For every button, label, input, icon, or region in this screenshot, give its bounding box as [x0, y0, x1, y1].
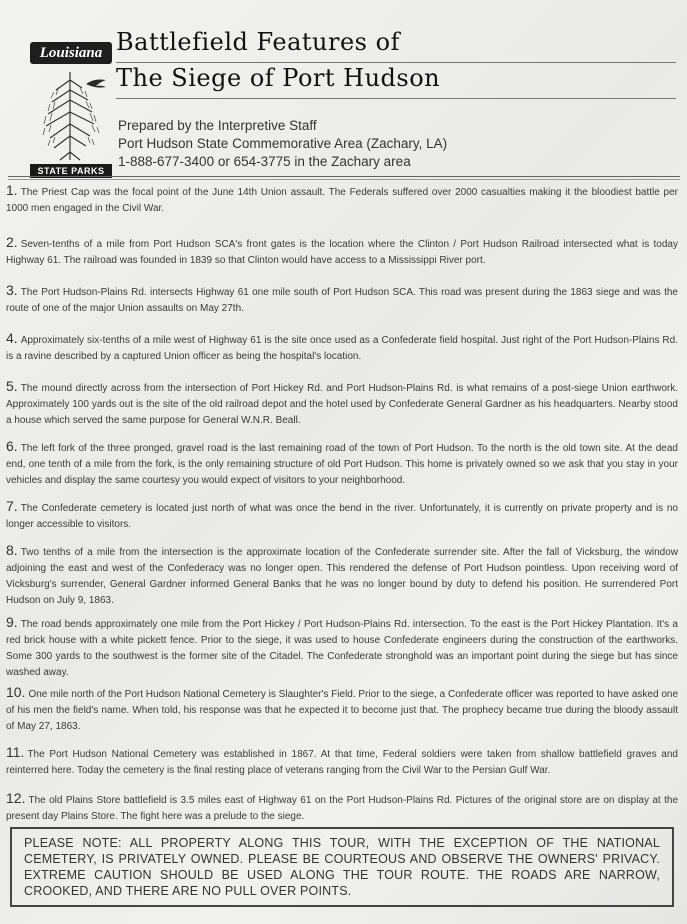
feature-text: Approximately six-tenths of a mile west of Highway 61 is the site once used as a Confederate field hospital. Just right of the Port Hudson-Plains Rd. is a ravine described by a captured Union officer as being the hospital's location.: [6, 335, 678, 362]
organization-name: Port Hudson State Commemorative Area (Zachary, LA): [118, 136, 448, 151]
document-header: [8, 14, 680, 174]
feature-number: 10.: [6, 684, 26, 700]
note-text-block: [24, 835, 660, 899]
note-body: ALL PROPERTY ALONG THIS TOUR, WITH THE EXCEPTION OF THE NATIONAL CEMETERY, IS PRIVATELY OWNED. PLEASE BE COURTEOUS AND OBSERVE THE OWNERS' PRIVACY. EXTREME CAUTION SHOULD BE USED ALONG THE TOUR ROUTE. THE ROADS ARE NARROW, CROOKED, AND THERE ARE NO PULL OVER POINTS.: [24, 836, 661, 898]
feature-item: [6, 744, 678, 779]
header-divider-secondary: [8, 179, 680, 180]
please-note-box: [10, 827, 674, 907]
feature-item: [6, 282, 678, 317]
page-title-line-1: Battlefield Features of: [116, 28, 400, 56]
feature-number: 1.: [6, 182, 18, 198]
feature-number: 2.: [6, 234, 18, 250]
page-title-line-2: The Siege of Port Hudson: [116, 64, 441, 92]
note-label: PLEASE NOTE:: [24, 836, 122, 850]
feature-number: 12.: [6, 790, 26, 806]
feature-number: 3.: [6, 282, 18, 298]
feature-number: 6.: [6, 438, 18, 454]
feature-item: [6, 498, 678, 533]
feature-item: [6, 330, 678, 365]
cypress-tree-icon: [30, 66, 112, 162]
feature-text: The mound directly across from the intersection of Port Hickey Rd. and Port Hudson-Plains Rd. is what remains of a post-siege Union earthwork. Approximately 100 yards out is the site of the old railroad depot and the hotel used by Confederate General Gardner as his headquarters. Nearby stood a house which served the same purpose for General W.N.R. Beall.: [6, 383, 678, 426]
logo-badge: STATE PARKS: [30, 164, 112, 178]
feature-number: 11.: [6, 744, 25, 760]
feature-text: The Confederate cemetery is located just north of what was once the bend in the river. Unfortunately, it is currently on private property and is no longer accessible to visitors.: [6, 503, 678, 530]
feature-item: [6, 234, 678, 269]
feature-number: 9.: [6, 614, 18, 630]
feature-text: Seven-tenths of a mile from Port Hudson SCA's front gates is the location where the Clinton / Port Hudson Railroad intersected what is today Highway 61. The railroad was founded in 1839 so that Clinton would have access to a Mississippi River port.: [6, 239, 678, 266]
feature-item: [6, 684, 678, 735]
phone-numbers: 1-888-677-3400 or 654-3775 in the Zachary area: [118, 154, 411, 169]
louisiana-state-parks-logo: [16, 22, 108, 176]
feature-item: [6, 378, 678, 429]
feature-number: 4.: [6, 330, 18, 346]
feature-item: [6, 790, 678, 825]
header-divider: [8, 176, 680, 177]
feature-number: 8.: [6, 542, 18, 558]
feature-item: [6, 614, 678, 681]
logo-wordmark: Louisiana: [30, 42, 112, 64]
feature-text: The left fork of the three pronged, gravel road is the last remaining road of the town of Port Hudson. To the north is the old town site. At the dead end, one tenth of a mile from the fork, is the only remaining structure of old Port Hudson. This home is privately owned so we ask that you stay in your vehicles and display the same courtesy you would expect of visitors to your neighborhood.: [6, 443, 678, 486]
prepared-by: Prepared by the Interpretive Staff: [118, 118, 317, 133]
feature-text: Two tenths of a mile from the intersection is the approximate location of the Confederate surrender site. After the fall of Vicksburg, the window adjoining the east and west of the Confederacy was no longer open. This rendered the defense of Port Hudson pointless. Upon receiving word of Vicksburg's surrender, General Gardner informed General Banks that he was no longer bound by duty to defend his position. He surrendered Port Hudson on July 9, 1863.: [6, 547, 678, 606]
feature-text: The old Plains Store battlefield is 3.5 miles east of Highway 61 on the Port Hudson-Plains Rd. Pictures of the original store are on display at the present day Plains Store. The fight here was a prelude to the siege.: [6, 795, 678, 822]
feature-text: The road bends approximately one mile from the Port Hickey / Port Hudson-Plains Rd. intersection. To the east is the Port Hickey Plantation. It's a red brick house with a white pickett fence. Prior to the siege, it was used to house Confederate engineers during the construction of the earthworks. Some 300 yards to the southwest is the former site of the Citadel. The Confederate stronghold was an important point during the siege but has since washed away.: [6, 619, 678, 678]
feature-number: 7.: [6, 498, 18, 514]
feature-text: The Priest Cap was the focal point of the June 14th Union assault. The Federals suffered over 2000 casualties making it the bloodiest battle per 1000 men engaged in the Civil War.: [6, 187, 678, 214]
feature-text: The Port Hudson-Plains Rd. intersects Highway 61 one mile south of Port Hudson SCA. This road was present during the 1863 siege and was the route of one of the major Union assaults on May 27th.: [6, 287, 678, 314]
feature-item: [6, 542, 678, 609]
feature-number: 5.: [6, 378, 18, 394]
feature-text: One mile north of the Port Hudson National Cemetery is Slaughter's Field. Prior to the siege, a Confederate officer was reported to have asked one of his men the field's name. When told, his response was that he expected it to become just that. The prophecy became true during the bloody assault of May 27, 1863.: [6, 689, 678, 732]
feature-item: [6, 438, 678, 489]
feature-item: [6, 182, 678, 217]
title-underline-2: [116, 98, 676, 99]
title-underline-1: [116, 62, 676, 63]
feature-text: The Port Hudson National Cemetery was established in 1867. At that time, Federal soldiers were taken from shallow battlefield graves and reinterred here. Today the cemetery is the final resting place of veterans ranging from the Civil War to the Persian Gulf War.: [6, 749, 678, 776]
